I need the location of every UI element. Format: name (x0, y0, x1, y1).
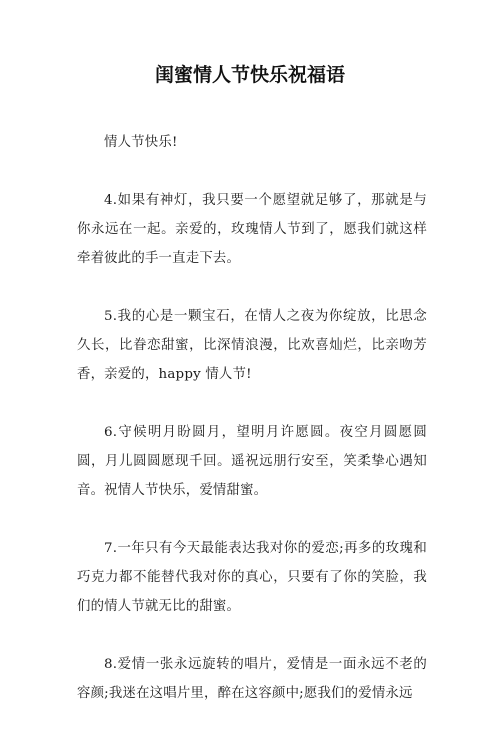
paragraph-6: 6.守候明月盼圆月，望明月许愿圆。夜空月圆愿圆圆，月儿圆圆愿现千回。遥祝远朋行安至，笑柔挚心遇知音。祝情人节快乐，爱情甜蜜。 (77, 425, 427, 498)
paragraph-7: 7.一年只有今天最能表达我对你的爱恋;再多的玫瑰和巧克力都不能替代我对你的真心，只要有了你的笑脸，我们的情人节就无比的甜蜜。 (77, 541, 427, 614)
paragraph-4: 4.如果有神灯，我只要一个愿望就足够了，那就是与你永远在一起。亲爱的，玫瑰情人节到了，愿我们就这样牵着彼此的手一直走下去。 (77, 193, 427, 266)
document-body (77, 128, 427, 737)
paragraph-8: 8.爱情一张永远旋转的唱片，爱情是一面永远不老的容颜;我迷在这唱片里，醉在这容颜中;愿我们的爱情永远 (77, 657, 427, 701)
document-title: 闺蜜情人节快乐祝福语 (154, 64, 345, 86)
paragraph-5: 5.我的心是一颗宝石，在情人之夜为你绽放，比思念久长，比眷恋甜蜜，比深情浪漫，比欢喜灿烂，比亲吻芳香，亲爱的，happy 情人节! (77, 309, 427, 382)
paragraph-greeting: 情人节快乐! (104, 135, 178, 150)
